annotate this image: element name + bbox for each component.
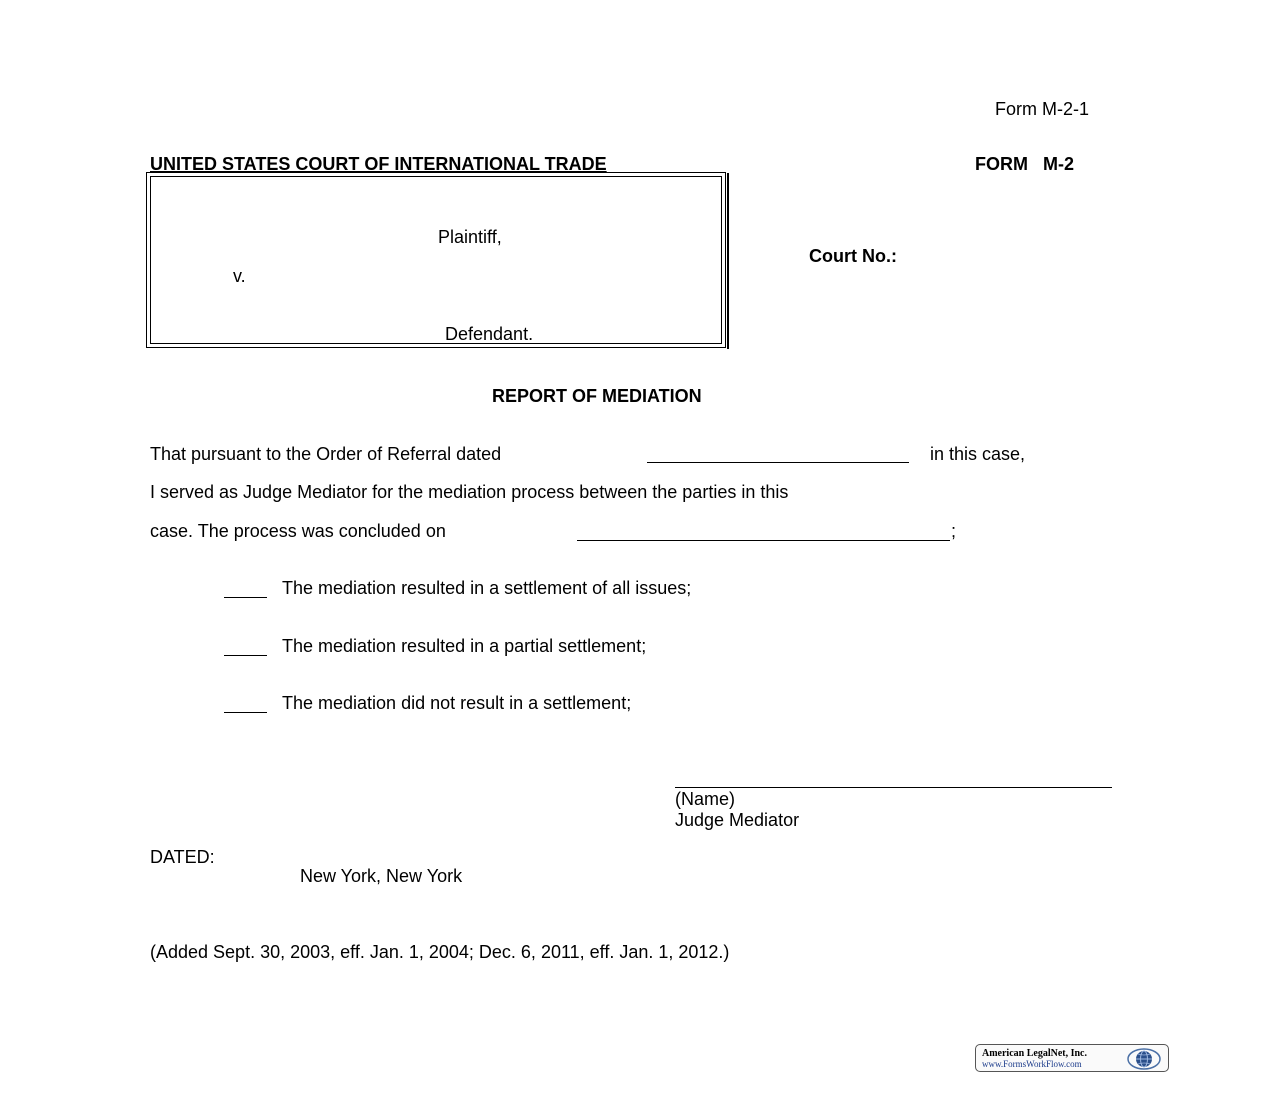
option-partial-settlement: The mediation resulted in a partial settlement; [282,636,647,656]
versus-label: v. [233,266,246,286]
form-reference: Form M-2-1 [995,99,1089,119]
defendant-label: Defendant. [445,324,534,344]
case-caption-box [150,176,722,344]
body-line3-start: case. The process was concluded on [150,521,446,541]
plaintiff-label: Plaintiff, [438,227,502,247]
dated-label: DATED: [150,847,215,867]
referral-date-blank[interactable] [647,462,909,463]
signature-role: Judge Mediator [675,810,800,830]
body-line3-end: ; [951,521,957,541]
logo-company: American LegalNet, Inc. [982,1048,1087,1059]
page-title: REPORT OF MEDIATION [492,386,702,406]
option-full-settlement: The mediation resulted in a settlement of all issues; [282,578,692,598]
signature-line[interactable] [675,787,1112,788]
option-check-blank[interactable] [224,655,267,656]
body-line1-end: in this case, [930,444,1026,464]
body-line2: I served as Judge Mediator for the mediation process between the parties in this [150,482,789,502]
form-label: FORM M-2 [975,154,1074,174]
concluded-date-blank[interactable] [577,540,950,541]
location: New York, New York [300,866,463,886]
court-number-label: Court No.: [809,246,897,266]
court-name: UNITED STATES COURT OF INTERNATIONAL TRADE [150,154,607,174]
signature-name: (Name) [675,789,736,809]
logo-url: www.FormsWorkFlow.com [982,1059,1082,1069]
option-check-blank[interactable] [224,597,267,598]
body-line1-start: That pursuant to the Order of Referral dated [150,444,502,464]
globe-icon [1126,1047,1162,1071]
legalnet-logo[interactable] [975,1044,1169,1072]
option-no-settlement: The mediation did not result in a settlement; [282,693,632,713]
option-check-blank[interactable] [224,712,267,713]
history-note: (Added Sept. 30, 2003, eff. Jan. 1, 2004; Dec. 6, 2011, eff. Jan. 1, 2012.) [150,942,730,962]
